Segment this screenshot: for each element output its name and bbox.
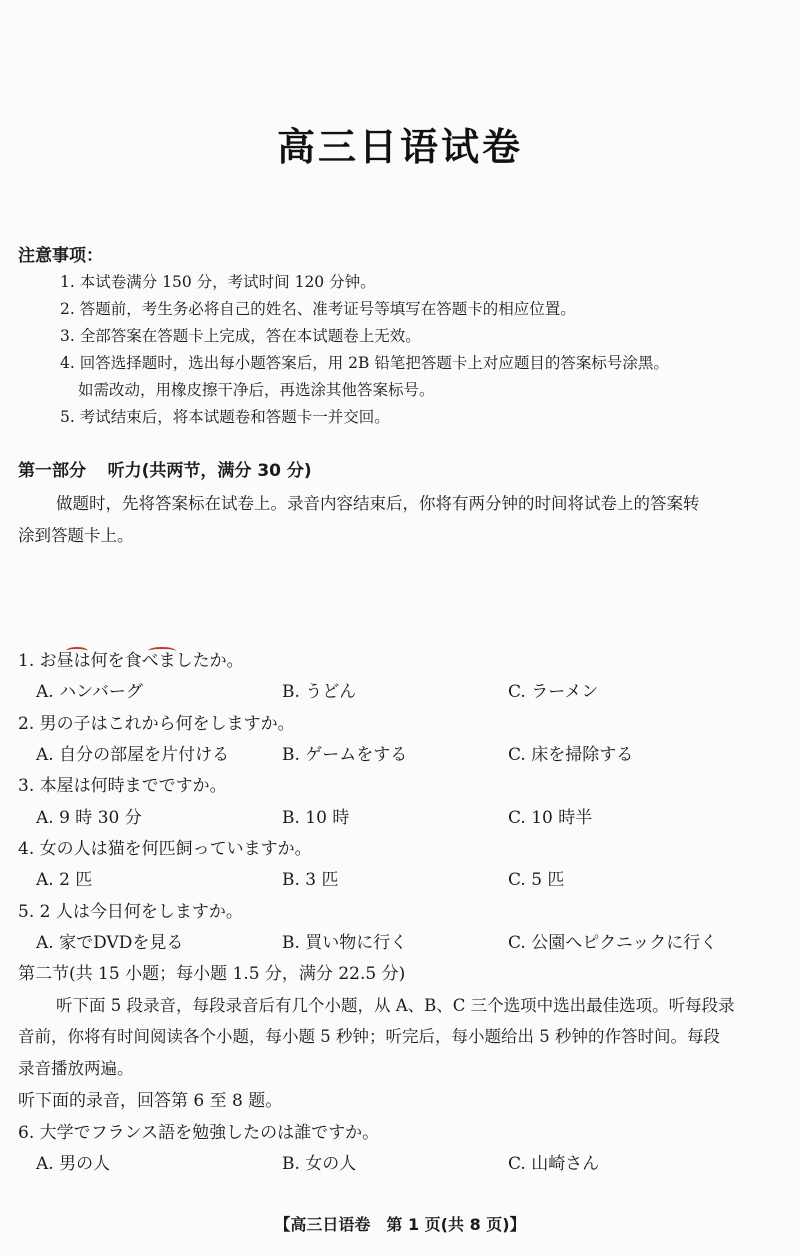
option-b: B. 女の人 [282,1154,357,1174]
part1-intro-line: 做题时，先将答案标在试卷上。录音内容结束后，你将有两分钟的时间将试卷上的答案转 [56,494,700,513]
notice-heading: 注意事项： [18,246,103,266]
section2-intro-line: 录音播放两遍。 [18,1059,134,1078]
option-c: C. 5 匹 [508,870,565,890]
question-text: 1. お昼は何を食べましたか。 [18,651,244,671]
option-b: B. 10 時 [282,808,350,828]
option-c: C. 公園へピクニックに行く [508,933,718,953]
option-b: B. 3 匹 [282,870,339,890]
part1-heading-text: 听力(共两节，满分 30 分) [107,461,312,481]
option-b: B. ゲームをする [282,745,408,765]
option-a: A. 男の人 [36,1154,111,1174]
option-c: C. 10 時半 [508,808,593,828]
notice-item: 4. 回答选择题时，选出每小题答案后，用 2B 铅笔把答题卡上对应题目的答案标号涂黑。 [60,354,669,372]
option-b: B. 買い物に行く [282,933,408,953]
option-b: B. うどん [282,682,357,702]
notice-item: 3. 全部答案在答题卡上完成，答在本试题卷上无效。 [60,327,421,345]
part1-intro-line: 涂到答题卡上。 [18,526,134,545]
notice-item: 如需改动，用橡皮擦干净后，再选涂其他答案标号。 [78,381,435,399]
notice-item: 2. 答题前，考生务必将自己的姓名、准考证号等填写在答题卡的相应位置。 [60,300,576,318]
option-a: A. ハンバーグ [36,682,143,702]
question-text: 3. 本屋は何時までですか。 [18,776,227,796]
option-a: A. 9 時 30 分 [36,808,142,828]
section2-instruction: 听下面的录音，回答第 6 至 8 题。 [18,1091,283,1111]
part1-heading [18,459,312,483]
notice-item: 5. 考试结束后，将本试题卷和答题卡一并交回。 [60,408,390,426]
option-a: A. 2 匹 [36,870,93,890]
exam-title: 高三日语试卷 [276,125,523,169]
question-text: 6. 大学でフランス語を勉強したのは誰ですか。 [18,1123,380,1143]
section2-heading: 第二节(共 15 小题；每小题 1.5 分，满分 22.5 分) [18,964,406,984]
question-text: 2. 男の子はこれから何をしますか。 [18,714,295,734]
option-c: C. 床を掃除する [508,745,634,765]
section2-intro-line: 音前，你将有时间阅读各个小题，每小题 5 秒钟；听完后，每小题给出 5 秒钟的作答时间。每段 [18,1027,720,1046]
question-text: 5. 2 人は今日何をしますか。 [18,902,243,922]
option-c: C. ラーメン [508,682,599,702]
option-c: C. 山崎さん [508,1154,600,1174]
section2-intro-line: 听下面 5 段录音，每段录音后有几个小题，从 A、B、C 三个选项中选出最佳选项。听每段录 [56,996,735,1015]
page-footer: 【高三日语卷 第 1 页(共 8 页)】 [274,1215,526,1234]
option-a: A. 自分の部屋を片付ける [36,745,230,765]
question-text: 4. 女の人は猫を何匹飼っていますか。 [18,839,312,859]
part1-heading-label: 第一部分 [18,461,86,481]
notice-item: 1. 本试卷满分 150 分，考试时间 120 分钟。 [60,273,376,291]
option-a: A. 家でDVDを見る [36,933,184,953]
